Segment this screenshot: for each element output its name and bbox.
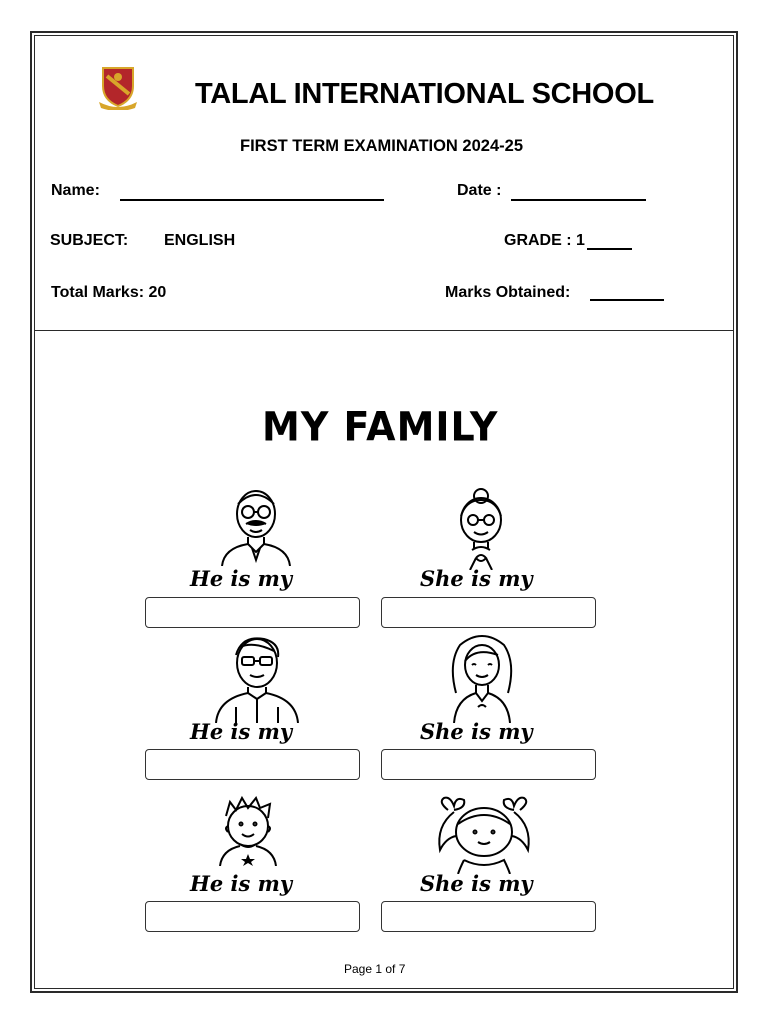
- school-name: TALAL INTERNATIONAL SCHOOL: [195, 78, 654, 110]
- father-icon: [214, 633, 300, 723]
- prompt-row3-left: He is my: [190, 871, 293, 896]
- date-field[interactable]: [511, 199, 646, 201]
- answer-box-grandmother[interactable]: [381, 597, 596, 628]
- girl-icon: [432, 796, 536, 874]
- marks-obtained-field[interactable]: [590, 299, 664, 301]
- subject-label: SUBJECT:: [50, 232, 129, 249]
- answer-box-grandfather[interactable]: [145, 597, 360, 628]
- answer-box-boy[interactable]: [145, 901, 360, 932]
- total-marks-label: Total Marks: 20: [51, 284, 167, 301]
- prompt-row2-left: He is my: [190, 719, 293, 744]
- marks-obtained-label: Marks Obtained:: [445, 284, 571, 301]
- name-label: Name:: [51, 182, 100, 199]
- boy-icon: [216, 794, 280, 866]
- date-label: Date :: [457, 182, 502, 199]
- page-number: Page 1 of 7: [344, 962, 406, 976]
- worksheet-image: [140, 402, 622, 950]
- grandfather-icon: [218, 486, 296, 566]
- answer-box-girl[interactable]: [381, 901, 596, 932]
- grade-label: GRADE : 1: [504, 232, 585, 249]
- answer-box-father[interactable]: [145, 749, 360, 780]
- prompt-row1-left: He is my: [190, 566, 293, 591]
- prompt-row2-right: She is my: [420, 719, 533, 744]
- grade-section-field[interactable]: [587, 248, 632, 250]
- answer-box-mother[interactable]: [381, 749, 596, 780]
- header-divider: [34, 330, 734, 331]
- worksheet-title: MY FAMILY: [262, 403, 499, 451]
- exam-title: FIRST TERM EXAMINATION 2024-25: [240, 137, 523, 155]
- school-crest-logo: [97, 64, 139, 110]
- subject-value: ENGLISH: [164, 232, 236, 249]
- name-field[interactable]: [120, 199, 384, 201]
- prompt-row3-right: She is my: [420, 871, 533, 896]
- mother-icon: [446, 633, 518, 723]
- grandmother-icon: [446, 486, 516, 570]
- prompt-row1-right: She is my: [420, 566, 533, 591]
